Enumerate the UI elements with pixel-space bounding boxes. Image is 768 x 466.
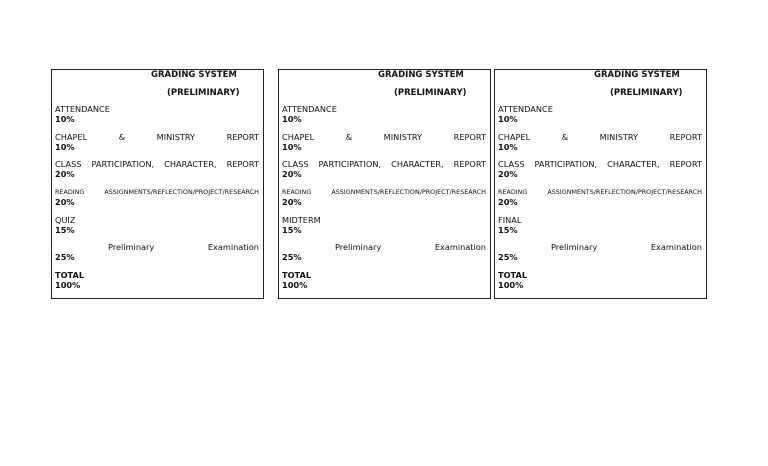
class-participation-word: REPORT [226,159,259,169]
chapel-word: REPORT [669,132,702,142]
class-participation-word: CLASS [498,159,525,169]
chapel-pct: 10% [55,142,75,152]
total-label: TOTAL [55,270,85,280]
exam-item-pct: 15% [282,225,302,235]
card-title: GRADING SYSTEM [378,70,464,80]
examination-row [55,242,259,262]
total-pct: 100% [282,280,308,290]
chapel-row [55,132,259,152]
total-pct: 100% [55,280,81,290]
chapel-word: MINISTRY [156,132,196,142]
reading-pct: 20% [498,197,518,207]
attendance-pct: 10% [498,114,518,124]
total-label: TOTAL [282,270,312,280]
examination-word: Examination [434,242,486,252]
class-participation-word: CHARACTER, [607,159,660,169]
chapel-word: & [561,132,569,142]
class-participation-word: CLASS [282,159,309,169]
card-title: GRADING SYSTEM [594,70,680,80]
chapel-pct: 10% [498,142,518,152]
attendance-pct: 10% [55,114,75,124]
total-row [55,270,259,290]
exam-item-pct: 15% [55,225,75,235]
reading-label [498,187,702,197]
chapel-word: REPORT [453,132,486,142]
examination-pct: 25% [282,252,302,262]
reading-pct: 20% [55,197,75,207]
reading-row [282,187,486,207]
exam-item-pct: 15% [498,225,518,235]
reading-word: ASSIGNMENTS/REFLECTION/PROJECT/RESEARCH [104,188,259,196]
reading-pct: 20% [282,197,302,207]
chapel-label [282,132,486,142]
grading-card-final [494,69,707,299]
reading-word: READING [498,188,528,196]
chapel-word: MINISTRY [599,132,639,142]
class-participation-pct: 20% [55,169,75,179]
class-participation-row [498,159,702,179]
examination-row [282,242,486,262]
exam-item-label: QUIZ [55,215,76,225]
total-label: TOTAL [498,270,528,280]
class-participation-pct: 20% [282,169,302,179]
chapel-word: REPORT [226,132,259,142]
card-subtitle: (PRELIMINARY) [610,88,683,98]
total-row [282,270,486,290]
reading-row [498,187,702,207]
class-participation-label [498,159,702,169]
exam-item-row [55,215,259,235]
examination-pct: 25% [55,252,75,262]
class-participation-word: CHARACTER, [391,159,444,169]
chapel-row [498,132,702,152]
class-participation-word: CLASS [55,159,82,169]
examination-word: Examination [207,242,259,252]
examination-label [55,242,259,252]
reading-label [282,187,486,197]
chapel-word: & [118,132,126,142]
attendance-pct: 10% [282,114,302,124]
attendance-row [498,104,702,124]
card-subtitle: (PRELIMINARY) [394,88,467,98]
class-participation-label [282,159,486,169]
attendance-label: ATTENDANCE [282,104,337,114]
card-title: GRADING SYSTEM [151,70,237,80]
chapel-word: CHAPEL [55,132,88,142]
examination-label [498,242,702,252]
class-participation-pct: 20% [498,169,518,179]
total-row [498,270,702,290]
exam-item-row [282,215,486,235]
chapel-row [282,132,486,152]
examination-row [498,242,702,262]
examination-word: Examination [650,242,702,252]
class-participation-word: CHARACTER, [164,159,217,169]
exam-item-label: MIDTERM [282,215,321,225]
class-participation-word: PARTICIPATION, [534,159,598,169]
examination-word: Preliminary [108,242,155,252]
chapel-word: & [345,132,353,142]
attendance-label: ATTENDANCE [498,104,553,114]
chapel-word: CHAPEL [282,132,315,142]
chapel-label [498,132,702,142]
chapel-label [55,132,259,142]
attendance-row [55,104,259,124]
grading-card-prelim [51,69,264,299]
chapel-word: MINISTRY [383,132,423,142]
class-participation-word: PARTICIPATION, [91,159,155,169]
total-pct: 100% [498,280,524,290]
reading-word: ASSIGNMENTS/REFLECTION/PROJECT/RESEARCH [547,188,702,196]
examination-label [282,242,486,252]
reading-word: READING [55,188,85,196]
reading-word: READING [282,188,312,196]
examination-pct: 25% [498,252,518,262]
grading-card-midterm [278,69,491,299]
chapel-pct: 10% [282,142,302,152]
reading-row [55,187,259,207]
attendance-label: ATTENDANCE [55,104,110,114]
class-participation-row [55,159,259,179]
exam-item-row [498,215,702,235]
class-participation-word: PARTICIPATION, [318,159,382,169]
examination-word: Preliminary [335,242,382,252]
exam-item-label: FINAL [498,215,522,225]
class-participation-label [55,159,259,169]
reading-word: ASSIGNMENTS/REFLECTION/PROJECT/RESEARCH [331,188,486,196]
card-subtitle: (PRELIMINARY) [167,88,240,98]
chapel-word: CHAPEL [498,132,531,142]
attendance-row [282,104,486,124]
examination-word: Preliminary [551,242,598,252]
class-participation-word: REPORT [453,159,486,169]
class-participation-word: REPORT [669,159,702,169]
class-participation-row [282,159,486,179]
reading-label [55,187,259,197]
